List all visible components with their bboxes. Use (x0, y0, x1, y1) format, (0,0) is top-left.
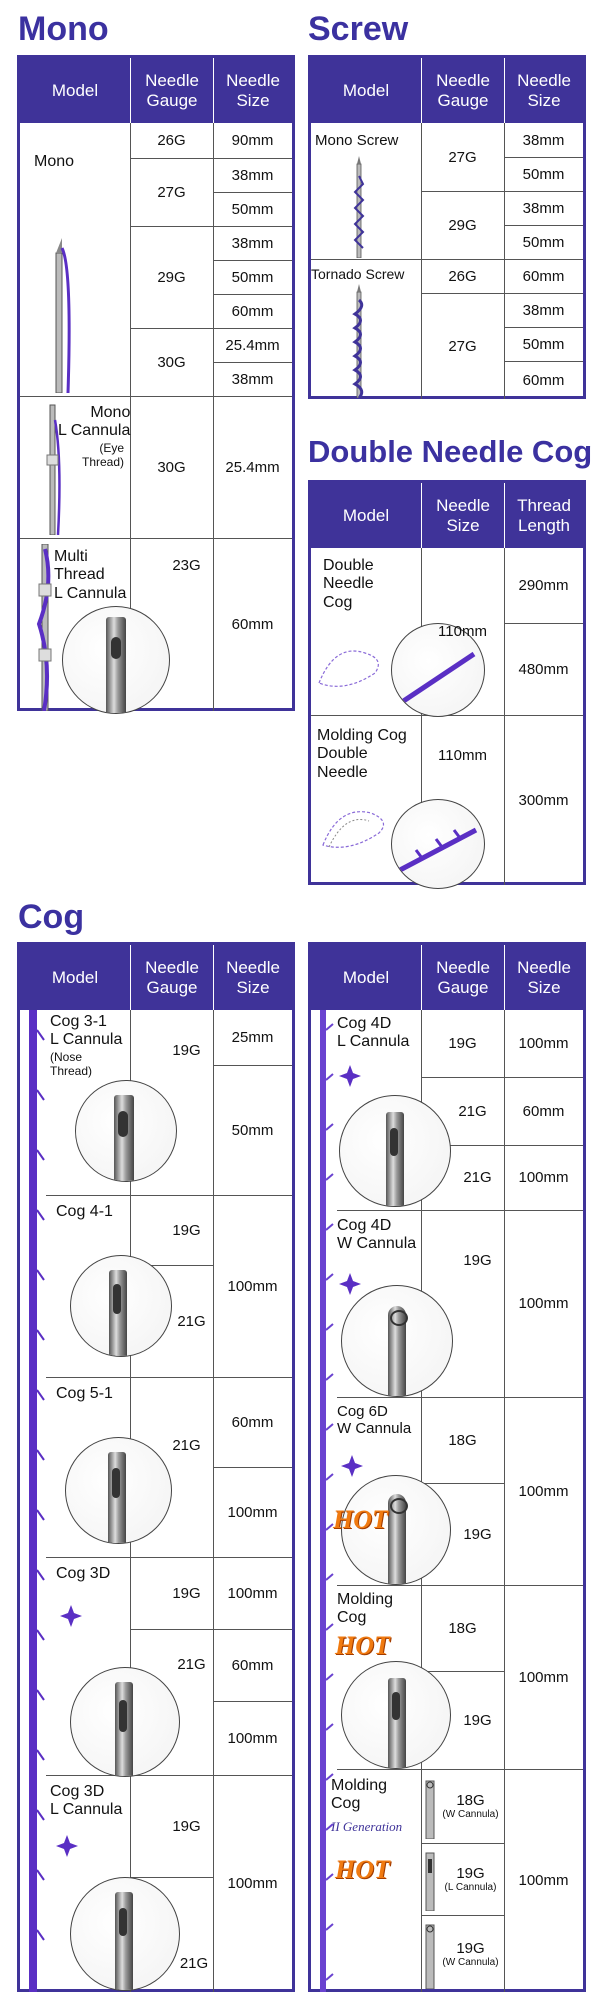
molding-cog-ii-gauge-19g-w-note: (W Cannula) (442, 1956, 499, 1968)
mono-gauge-30g: 30G (157, 353, 186, 371)
cog-model-4-1: Cog 4-1 (56, 1203, 113, 1220)
cog-5-1-size-100mm: 100mm (227, 1503, 278, 1521)
molding-cog-gauge-18g: 18G (448, 1619, 477, 1637)
mono-header-gauge: Needle Gauge (130, 58, 213, 123)
mono-needle-image (40, 178, 80, 393)
screw-model-tornado-screw: Tornado Screw (311, 266, 405, 282)
mono-size-60mm-multi: 60mm (231, 616, 274, 633)
mono-table (17, 55, 295, 711)
cog-model-3d-l-cannula: Cog 3D L Cannula (50, 1783, 123, 1819)
screw-gauge-27g-b: 27G (448, 337, 477, 355)
cog-4d-l-cannula-gauge-19g: 19G (448, 1035, 477, 1052)
screw-gauge-26g: 26G (448, 267, 477, 285)
molding-cog-size-100mm: 100mm (518, 1668, 569, 1686)
molding-cog-ii-gauge-19g-w (437, 1915, 504, 1992)
cog-model-3d: Cog 3D (56, 1565, 111, 1582)
cog-right-header-model: Model (311, 945, 421, 1010)
cog-3-1-gauge-19g: 19G (172, 1041, 201, 1059)
cog-4d-l-cannula-zoom-circle (339, 1095, 451, 1207)
cog-model-4d-w-cannula: Cog 4D W Cannula (337, 1217, 417, 1253)
cog-3d-l-cannula-star-icon (56, 1835, 78, 1857)
cog-model-3-1-note: (Nose Thread) (50, 1050, 93, 1078)
mono-model-mono-l-cannula: Mono L Cannula (58, 404, 131, 440)
cog-5-1-gauge-21g: 21G (172, 1436, 201, 1454)
molding-cog-ii-gauge-19g-l-note: (L Cannula) (444, 1882, 497, 1893)
mono-size-90mm: 90mm (231, 132, 274, 149)
mono-size-38mm-a: 38mm (231, 166, 274, 184)
cog-model-3-1-l-cannula: Cog 3-1 L Cannula (50, 1013, 123, 1049)
molding-cog-zoom-circle-right (341, 1661, 451, 1769)
double-needle-cog-image (315, 633, 395, 695)
cog-right-table (308, 942, 586, 1992)
cog-right-header-size: Needle Size (504, 945, 583, 1010)
mono-size-25-4mm-l-cannula: 25.4mm (225, 458, 280, 476)
molding-cog-ii-gauge-19g-w-value: 19G (456, 1939, 485, 1957)
screw-gauge-27g: 27G (448, 148, 477, 166)
mono-l-cannula-image (38, 400, 68, 535)
mono-size-38mm-c: 38mm (231, 370, 274, 388)
cog-left-thread-image (20, 1010, 46, 1992)
mono-model-mono: Mono (34, 153, 75, 170)
screw-size-38mm-b: 38mm (522, 199, 565, 217)
tornado-screw-image (351, 284, 367, 398)
cog-3d-size-100mm-a: 100mm (227, 1584, 278, 1602)
cog-4d-w-cannula-star-icon (339, 1273, 361, 1295)
molding-cog-zoom-circle (391, 799, 485, 889)
cog-3d-zoom-circle (70, 1667, 180, 1777)
cog-4-1-size-100mm: 100mm (227, 1277, 278, 1295)
molding-cog-ii-gauge-19g-l-value: 19G (456, 1865, 485, 1882)
molding-cog-ii-needle-c-icon (423, 1919, 437, 1989)
cog-4d-w-cannula-size-100mm: 100mm (518, 1295, 569, 1312)
screw-size-60mm: 60mm (522, 267, 565, 285)
mono-gauge-30g-l-cannula: 30G (157, 458, 186, 476)
double-model-molding-cog-double-needle: Molding Cog Double Needle (317, 727, 407, 781)
screw-size-60mm-b: 60mm (522, 371, 565, 389)
cog-model-molding-cog-ii: Molding Cog (331, 1777, 388, 1813)
molding-cog-ii-needle-a-icon (423, 1775, 437, 1839)
mono-size-50mm-a: 50mm (231, 200, 274, 218)
mono-screw-image (351, 156, 367, 258)
double-thread-300mm: 300mm (518, 791, 569, 809)
cog-4d-w-cannula-zoom-circle (341, 1285, 453, 1397)
cog-6d-gauge-19g: 19G (463, 1525, 492, 1543)
section-title-cog: Cog (18, 898, 85, 936)
cog-3-1-size-25mm: 25mm (231, 1029, 274, 1046)
screw-model-mono-screw: Mono Screw (315, 132, 399, 149)
cog-4d-w-cannula-gauge-19g: 19G (463, 1251, 492, 1269)
cog-3d-l-cannula-size-100mm: 100mm (227, 1875, 278, 1892)
mono-header-model: Model (20, 58, 130, 123)
screw-size-38mm: 38mm (522, 131, 565, 149)
screw-table (308, 55, 586, 399)
cog-3-1-zoom-circle (75, 1080, 177, 1182)
screw-size-38mm-c: 38mm (522, 301, 565, 319)
cog-model-5-1: Cog 5-1 (56, 1385, 113, 1402)
screw-gauge-29g: 29G (448, 216, 477, 234)
double-header-size: Needle Size (421, 483, 504, 548)
cog-3d-l-cannula-zoom-circle (70, 1877, 180, 1991)
cog-6d-w-cannula-star-icon (341, 1455, 363, 1477)
cog-4d-l-cannula-size-100mm-b: 100mm (518, 1169, 569, 1186)
mono-model-multi-thread: Multi Thread L Cannula (54, 548, 127, 602)
double-header-thread-length: Thread Length (504, 483, 583, 548)
screw-header-gauge: Needle Gauge (421, 58, 504, 123)
mono-size-60mm: 60mm (231, 302, 274, 320)
section-title-mono: Mono (18, 10, 109, 48)
cog-3d-size-60mm: 60mm (231, 1656, 274, 1674)
cog-left-header-gauge: Needle Gauge (130, 945, 213, 1010)
cog-4-1-zoom-circle (70, 1255, 172, 1357)
cog-5-1-size-60mm: 60mm (231, 1413, 274, 1431)
cog-left-header-model: Model (20, 945, 130, 1010)
cog-6d-size-100mm: 100mm (518, 1482, 569, 1500)
section-title-double-needle-cog: Double Needle Cog (308, 434, 593, 469)
mono-size-25-4mm: 25.4mm (225, 336, 280, 354)
molding-cog-gauge-19g: 19G (463, 1711, 492, 1729)
molding-cog-ii-gauge-18g-note: (W Cannula) (442, 1809, 499, 1820)
mono-gauge-27g: 27G (157, 183, 186, 201)
double-header-model: Model (311, 483, 421, 548)
mono-gauge-23g: 23G (172, 557, 201, 574)
cog-4-1-gauge-19g: 19G (172, 1221, 201, 1239)
mono-gauge-29g: 29G (157, 268, 186, 286)
cog-3-1-size-50mm: 50mm (231, 1121, 274, 1139)
cog-4d-l-cannula-gauge-21g-b: 21G (463, 1169, 492, 1186)
double-size-110mm-a: 110mm (438, 623, 487, 640)
mono-size-38mm-b: 38mm (231, 234, 274, 252)
double-needle-cog-table (308, 480, 586, 885)
cog-4d-l-cannula-size-60mm: 60mm (522, 1102, 565, 1120)
multi-thread-image (34, 544, 58, 711)
cog-left-table (17, 942, 295, 1992)
cog-5-1-zoom-circle (65, 1437, 172, 1544)
double-thread-480mm: 480mm (518, 660, 569, 678)
molding-cog-ii-needle-b-icon (423, 1847, 437, 1911)
molding-cog-ii-gauge-18g-value: 18G (456, 1792, 485, 1809)
mono-gauge-26g: 26G (157, 132, 186, 149)
mono-model-note-eye-thread: (Eye Thread) (82, 441, 125, 469)
molding-cog-ii-size-100mm: 100mm (518, 1872, 569, 1889)
molding-cog-ii-gauge-18g (437, 1769, 504, 1843)
cog-model-molding-cog: Molding Cog (337, 1591, 394, 1627)
section-title-screw: Screw (308, 10, 409, 48)
double-thread-290mm: 290mm (518, 577, 569, 594)
cog-4d-l-cannula-star-icon (339, 1065, 361, 1087)
molding-cog-ii-generation-label: II Generation (331, 1819, 403, 1834)
cog-3d-size-100mm-b: 100mm (227, 1729, 278, 1747)
cog-left-header-size: Needle Size (213, 945, 292, 1010)
cog-6d-hot-badge: HOT (333, 1505, 388, 1534)
double-size-110mm-b: 110mm (438, 746, 487, 764)
cog-3d-l-cannula-gauge-19g: 19G (172, 1817, 201, 1835)
screw-header-model: Model (311, 58, 421, 123)
molding-cog-ii-gauge-19g-l (437, 1843, 504, 1915)
mono-header-size: Needle Size (213, 58, 292, 123)
cog-4d-l-cannula-gauge-21g-a: 21G (458, 1102, 487, 1120)
cog-3d-gauge-21g: 21G (177, 1655, 206, 1673)
cog-4-1-gauge-21g: 21G (177, 1312, 206, 1330)
cog-right-thread-image (311, 1010, 337, 1992)
molding-cog-double-needle-image (319, 793, 399, 855)
cog-model-6d-w-cannula: Cog 6D W Cannula (337, 1403, 412, 1438)
cog-3d-gauge-19g: 19G (172, 1584, 201, 1602)
molding-cog-ii-hot-badge: HOT (335, 1855, 390, 1884)
double-model-double-needle-cog: Double Needle Cog (323, 557, 374, 611)
molding-cog-hot-badge: HOT (335, 1631, 390, 1660)
cog-right-header-gauge: Needle Gauge (421, 945, 504, 1010)
screw-size-50mm-c: 50mm (522, 335, 565, 353)
screw-header-size: Needle Size (504, 58, 583, 123)
screw-size-50mm-b: 50mm (522, 233, 565, 251)
cog-4d-l-cannula-size-100mm-a: 100mm (518, 1035, 569, 1052)
cog-model-4d-l-cannula: Cog 4D L Cannula (337, 1015, 410, 1051)
multi-thread-zoom-circle (62, 606, 170, 714)
cog-3d-star-icon (60, 1605, 82, 1627)
cog-3d-l-cannula-gauge-21g: 21G (179, 1955, 209, 1972)
mono-size-50mm-b: 50mm (231, 268, 274, 286)
screw-size-50mm: 50mm (522, 165, 565, 183)
cog-6d-gauge-18g: 18G (448, 1431, 477, 1449)
